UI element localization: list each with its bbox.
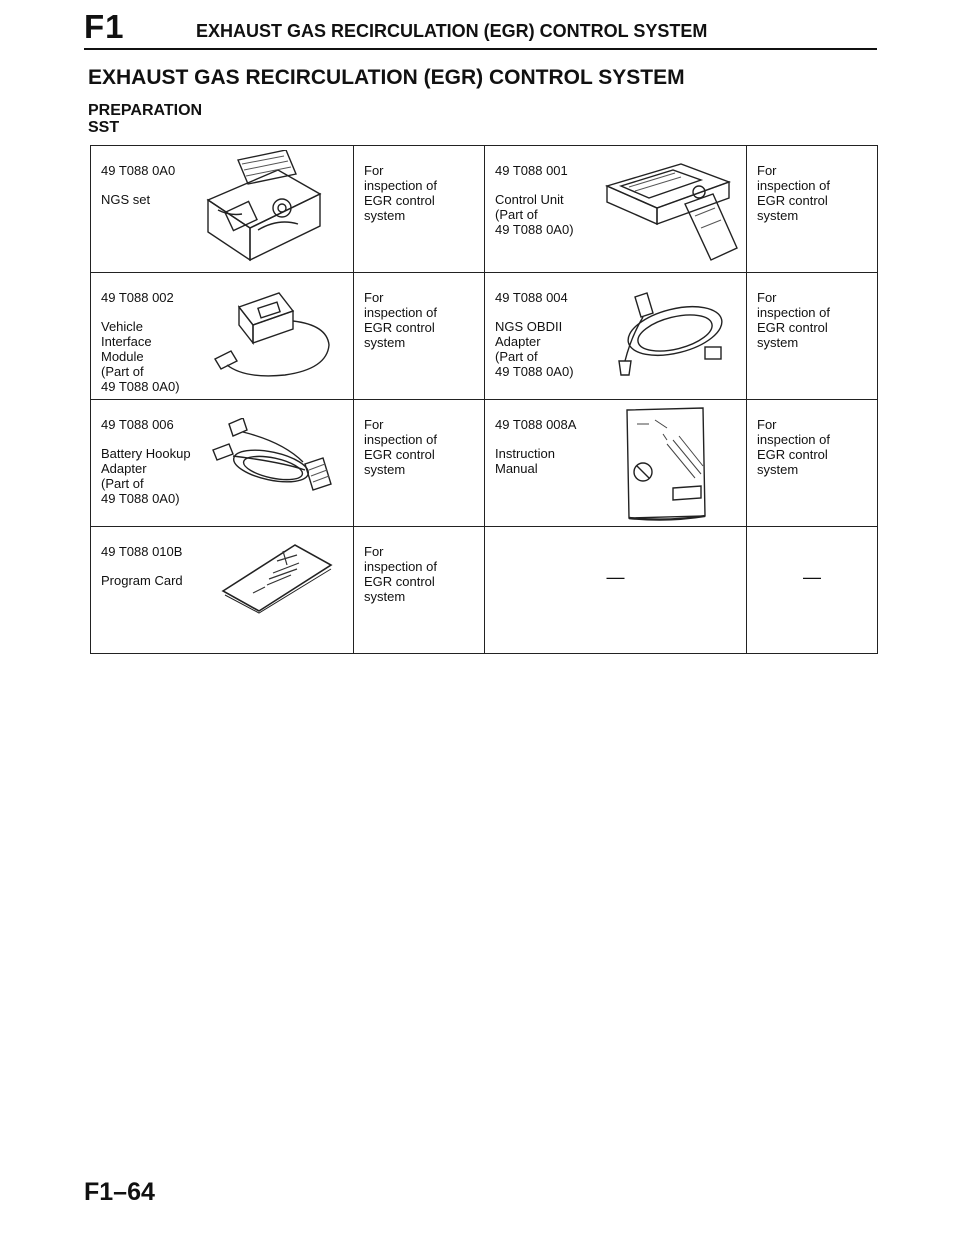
tool-purpose: For inspection of EGR control system — [757, 163, 830, 223]
tool-purpose: For inspection of EGR control system — [364, 290, 437, 350]
tool-description: 49 T088 006 Battery Hookup Adapter (Part of 49 T088 0A0) — [101, 417, 191, 506]
purpose-cell — [747, 146, 878, 273]
obd-adapter-cable-icon — [613, 291, 733, 383]
tool-purpose: For inspection of EGR control system — [364, 163, 437, 223]
battery-clamps-icon — [203, 418, 343, 504]
tool-purpose: For inspection of EGR control system — [364, 417, 437, 477]
tool-number: 49 T088 0A0 — [101, 163, 176, 178]
subheading-sst: SST — [88, 119, 120, 136]
program-card-icon — [219, 541, 337, 615]
empty-dash: — — [803, 567, 821, 587]
tool-description: 49 T088 002 Vehicle Interface Module (Part of 49 T088 0A0) — [101, 290, 180, 394]
tool-description: 49 T088 008A Instruction Manual — [495, 417, 577, 476]
tool-purpose: For inspection of EGR control system — [364, 544, 437, 604]
tool-cell — [91, 146, 354, 273]
page-number: F1–64 — [84, 1178, 155, 1206]
purpose-cell — [354, 527, 485, 654]
tool-description: 49 T088 001 Control Unit (Part of 49 T088 0A0) — [495, 163, 574, 237]
tool-cell — [91, 527, 354, 654]
running-header — [84, 8, 877, 50]
tool-cell — [91, 273, 354, 400]
tool-cell — [91, 400, 354, 527]
section-code: F1 — [84, 8, 125, 45]
tool-purpose: For inspection of EGR control system — [757, 417, 830, 477]
table-row — [91, 400, 878, 527]
instruction-manual-icon — [619, 404, 715, 524]
table-row — [91, 146, 878, 273]
tool-cell — [485, 146, 747, 273]
empty-cell — [485, 527, 747, 654]
purpose-cell — [354, 146, 485, 273]
tool-number: 49 T088 008A — [495, 417, 577, 432]
tool-cell — [485, 400, 747, 527]
purpose-cell — [747, 273, 878, 400]
tool-purpose: For inspection of EGR control system — [757, 290, 830, 350]
tool-cell — [485, 273, 747, 400]
tool-number: 49 T088 006 — [101, 417, 174, 432]
sst-table — [90, 145, 878, 654]
control-unit-icon — [603, 156, 741, 264]
tool-number: 49 T088 002 — [101, 290, 174, 305]
empty-cell — [747, 527, 878, 654]
purpose-cell — [747, 400, 878, 527]
table-row — [91, 527, 878, 654]
tool-number: 49 T088 001 — [495, 163, 568, 178]
empty-dash: — — [606, 567, 625, 587]
tool-name-line: NGS set — [101, 192, 151, 207]
purpose-cell — [354, 400, 485, 527]
subheading-preparation: PREPARATION — [88, 102, 203, 119]
purpose-cell — [354, 273, 485, 400]
tool-number: 49 T088 004 — [495, 290, 568, 305]
tool-description — [101, 163, 175, 207]
vehicle-interface-module-icon — [209, 289, 349, 379]
page-title: EXHAUST GAS RECIRCULATION (EGR) CONTROL SYSTEM — [88, 66, 685, 89]
tool-number: 49 T088 010B — [101, 544, 183, 559]
tool-description: 49 T088 004 NGS OBDII Adapter (Part of 49 T088 0A0) — [495, 290, 574, 379]
header-title: EXHAUST GAS RECIRCULATION (EGR) CONTROL SYSTEM — [196, 21, 708, 41]
ngs-set-case-icon — [198, 150, 328, 266]
table-row — [91, 273, 878, 400]
tool-description: 49 T088 010B Program Card — [101, 544, 183, 588]
